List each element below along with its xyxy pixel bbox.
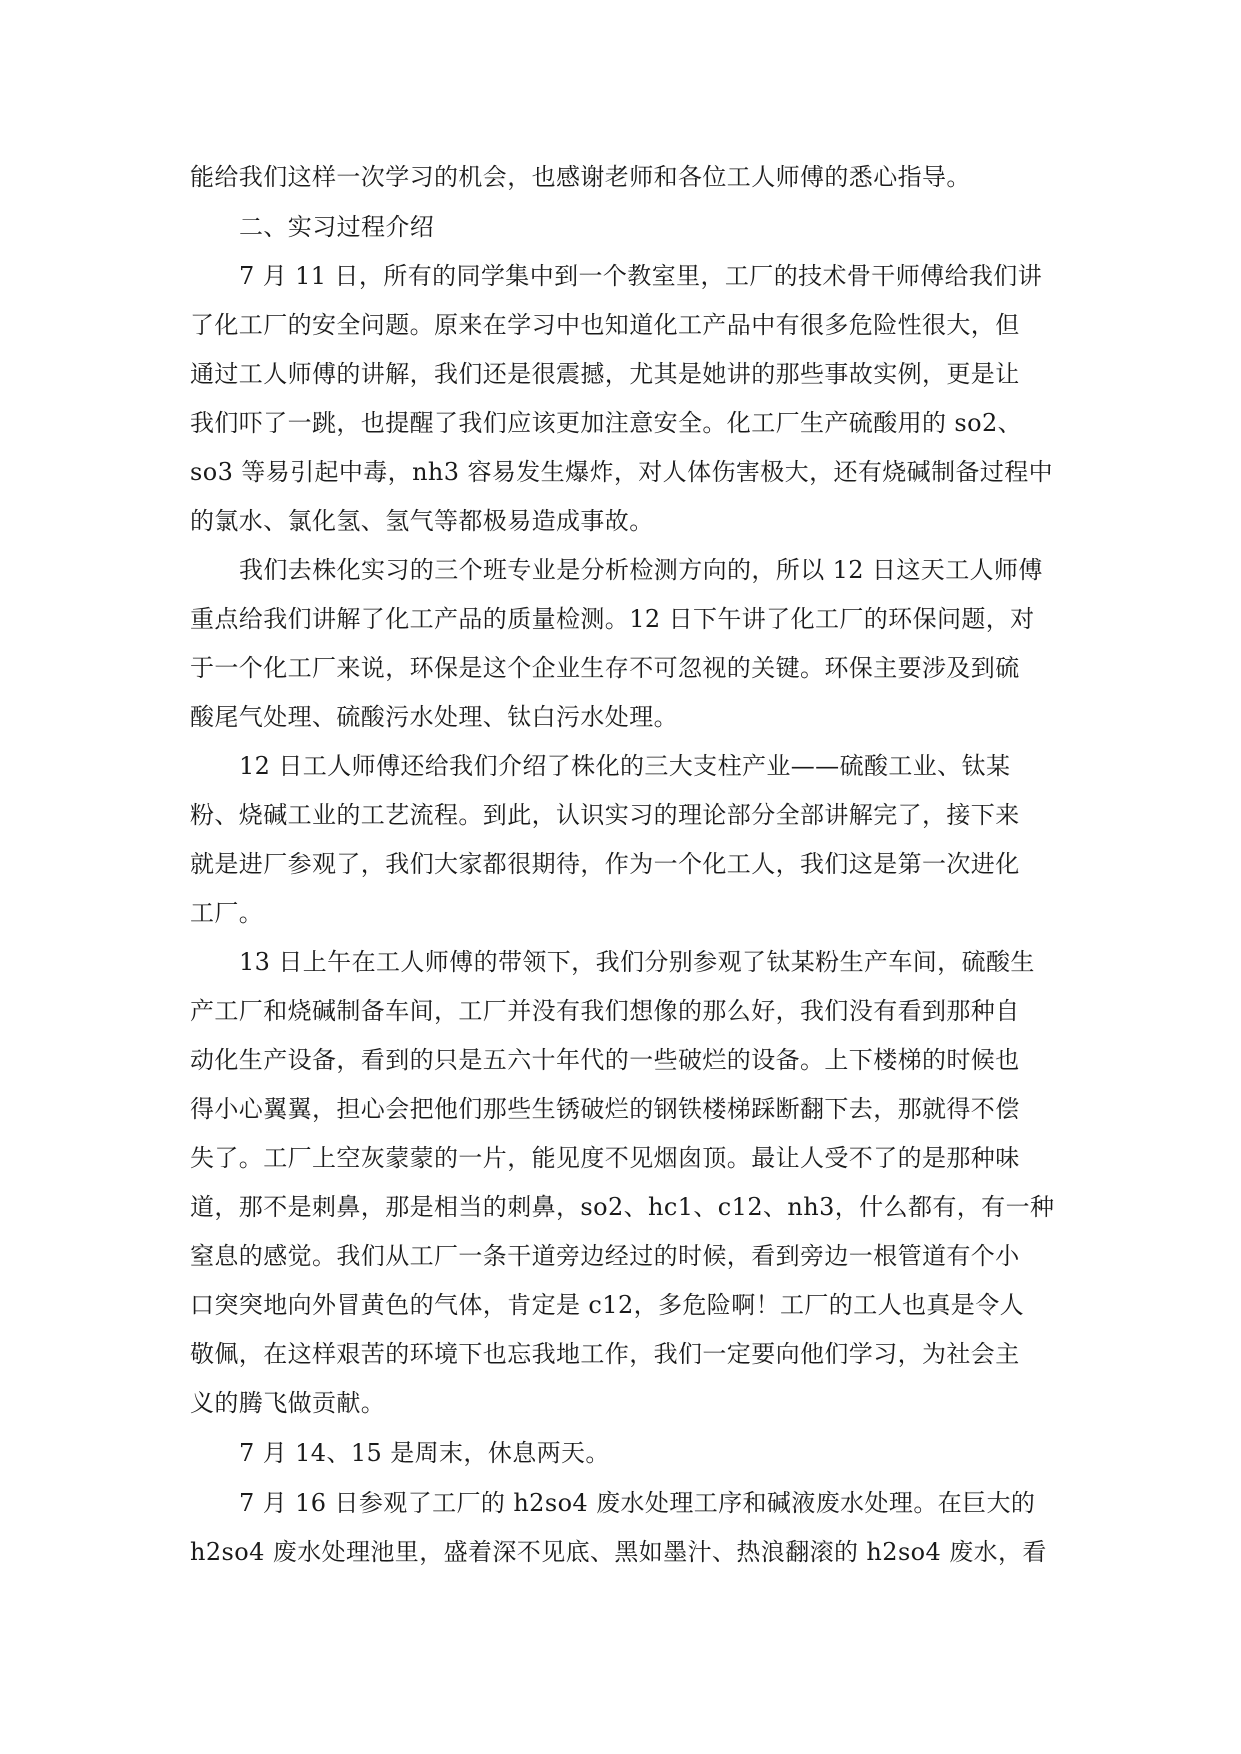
text-line: 的氯水、氯化氢、氢气等都极易造成事故。 bbox=[190, 507, 654, 535]
text-line: 失了。工厂上空灰蒙蒙的一片，能见度不见烟囱顶。最让人受不了的是那种味 bbox=[190, 1144, 1020, 1172]
section-heading: 二、实习过程介绍 bbox=[239, 213, 435, 241]
text-line: 7 月 16 日参观了工厂的 h2so4 废水处理工序和碱液废水处理。在巨大的 bbox=[239, 1489, 1036, 1517]
text-line: 于一个化工厂来说，环保是这个企业生存不可忽视的关键。环保主要涉及到硫 bbox=[190, 654, 1020, 682]
text-line: 粉、烧碱工业的工艺流程。到此，认识实习的理论部分全部讲解完了，接下来 bbox=[190, 801, 1020, 829]
text-line: 酸尾气处理、硫酸污水处理、钛白污水处理。 bbox=[190, 703, 678, 731]
text-line: 能给我们这样一次学习的机会，也感谢老师和各位工人师傅的悉心指导。 bbox=[190, 163, 971, 191]
text-line: 通过工人师傅的讲解，我们还是很震撼，尤其是她讲的那些事故实例，更是让 bbox=[190, 360, 1020, 388]
text-line: 工厂。 bbox=[190, 899, 264, 927]
text-line: 重点给我们讲解了化工产品的质量检测。12 日下午讲了化工厂的环保问题，对 bbox=[190, 605, 1035, 633]
text-line: 窒息的感觉。我们从工厂一条干道旁边经过的时候，看到旁边一根管道有个小 bbox=[190, 1242, 1020, 1270]
text-line: 了化工厂的安全问题。原来在学习中也知道化工产品中有很多危险性很大，但 bbox=[190, 311, 1020, 339]
text-line: 产工厂和烧碱制备车间，工厂并没有我们想像的那么好，我们没有看到那种自 bbox=[190, 997, 1020, 1025]
text-line: 口突突地向外冒黄色的气体，肯定是 c12，多危险啊！工厂的工人也真是令人 bbox=[190, 1291, 1025, 1319]
text-line: 12 日工人师傅还给我们介绍了株化的三大支柱产业——硫酸工业、钛某 bbox=[239, 752, 1011, 780]
text-line: 动化生产设备，看到的只是五六十年代的一些破烂的设备。上下楼梯的时候也 bbox=[190, 1046, 1020, 1074]
text-line: 就是进厂参观了，我们大家都很期待，作为一个化工人，我们这是第一次进化 bbox=[190, 850, 1020, 878]
text-line: 义的腾飞做贡献。 bbox=[190, 1389, 386, 1417]
text-line: 敬佩，在这样艰苦的环境下也忘我地工作，我们一定要向他们学习，为社会主 bbox=[190, 1340, 1020, 1368]
text-line: 我们去株化实习的三个班专业是分析检测方向的，所以 12 日这天工人师傅 bbox=[239, 556, 1043, 584]
text-line: 我们吓了一跳，也提醒了我们应该更加注意安全。化工厂生产硫酸用的 so2、 bbox=[190, 409, 1023, 437]
text-line: 7 月 14、15 是周末，休息两天。 bbox=[239, 1439, 610, 1467]
text-line: 得小心翼翼，担心会把他们那些生锈破烂的钢铁楼梯踩断翻下去，那就得不偿 bbox=[190, 1095, 1020, 1123]
text-line: 道，那不是刺鼻，那是相当的刺鼻，so2、hc1、c12、nh3，什么都有，有一种 bbox=[190, 1193, 1055, 1221]
text-line: so3 等易引起中毒，nh3 容易发生爆炸，对人体伤害极大，还有烧碱制备过程中 bbox=[190, 458, 1054, 486]
text-line: h2so4 废水处理池里，盛着深不见底、黑如墨汁、热浪翻滚的 h2so4 废水，看 bbox=[190, 1538, 1047, 1566]
text-line: 13 日上午在工人师傅的带领下，我们分别参观了钛某粉生产车间，硫酸生 bbox=[239, 948, 1035, 976]
text-line: 7 月 11 日，所有的同学集中到一个教室里，工厂的技术骨干师傅给我们讲 bbox=[239, 262, 1043, 290]
